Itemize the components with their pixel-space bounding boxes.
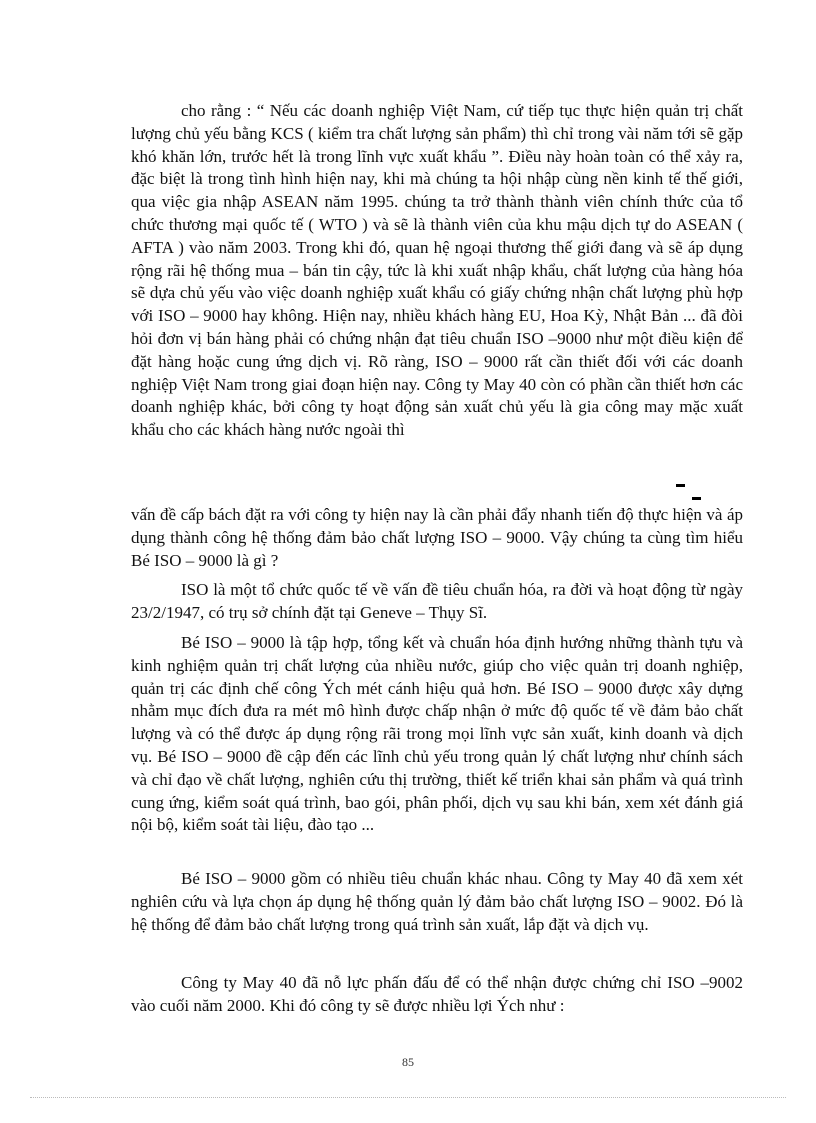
page-bottom-divider xyxy=(30,1097,786,1098)
paragraph-iso-organization: ISO là một tổ chức quốc tế về vấn đề tiêu chuẩn hóa, ra đời và hoạt động từ ngày 23/2/1947, có trụ sở chính đặt tại Geneve – Thụy Sĩ. xyxy=(131,580,743,622)
page-number: 85 xyxy=(402,1055,414,1069)
paragraph-iso-9002-selection: Bé ISO – 9000 gồm có nhiều tiêu chuẩn khác nhau. Công ty May 40 đã xem xét nghiên cứu và lựa chọn áp dụng hệ thống quản lý đảm bảo chất lượng ISO – 9002. Đó là hệ thống để đảm bảo chất lượng trong quá trình sản xuất, lắp đặt và dịch vụ. xyxy=(131,869,743,934)
paragraph-urgent-issue: vấn đề cấp bách đặt ra với công ty hiện nay là cần phải đẩy nhanh tiến độ thực hiện và áp dụng thành công hệ thống đảm bảo chất lượng ISO – 9000. Vậy chúng ta cùng tìm hiểu Bé ISO – 9000 là gì ? xyxy=(131,505,743,570)
paragraph-iso-necessity: cho rằng : “ Nếu các doanh nghiệp Việt Nam, cứ tiếp tục thực hiện quản trị chất lượng chủ yếu bằng KCS ( kiểm tra chất lượng sản phẩm) thì chỉ trong vài năm tới sẽ gặp khó khăn lớn, trước hết là trong lĩnh vực xuất khẩu ”. Điều này hoàn toàn có thể xảy ra, đặc biệt là trong tình hình hiện nay, khi mà chúng ta hội nhập cùng nền kinh tế thế giới, qua việc gia nhập ASEAN năm 1995. chúng ta trở thành thành viên chính thức của tổ chức thương mại quốc tế ( WTO ) và sẽ là thành viên của khu mậu dịch tự do ASEAN ( AFTA ) vào năm 2003. Trong khi đó, quan hệ ngoại thương thế giới đang và sẽ áp dụng rộng rãi hệ thống mua – bán tin cậy, tức là khi xuất nhập khẩu, chất lượng của hàng hóa sẽ dựa chủ yếu vào việc doanh nghiệp xuất khẩu có giấy chứng nhận chất lượng phù hợp với ISO – 9000 hay không. Hiện nay, nhiều khách hàng EU, Hoa Kỳ, Nhật Bản ... đã đòi hỏi đơn vị bán hàng phải có chứng nhận đạt tiêu chuẩn ISO –9000 như một điều kiện để đặt hàng hoặc cung ứng dịch vị. Rõ ràng, ISO – 9000 rất cần thiết đối với các doanh nghiệp Việt Nam trong giai đoạn hiện nay. Công ty May 40 còn có phần cần thiết hơn các doanh nghiệp khác, bởi công ty hoạt động sản xuất chủ yếu là gia công may mặc xuất khẩu cho các khách hàng nước ngoài thì xyxy=(131,101,743,440)
scan-artifact-mark xyxy=(692,497,701,500)
paragraph-iso-9000-definition: Bé ISO – 9000 là tập hợp, tổng kết và chuẩn hóa định hướng những thành tựu và kinh nghiệm quản trị chất lượng của nhiều nước, giúp cho việc quản trị doanh nghiệp, quản trị các định chế công Ých mét cánh hiệu quả hơn. Bé ISO – 9000 được xây dựng nhằm mục đích đưa ra mét mô hình được chấp nhận ở mức độ quốc tế về đảm bảo chất lượng và có thể được áp dụng rộng rãi trong mọi lĩnh vực sản xuất, kinh doanh và dịch vụ. Bé ISO – 9000 đề cập đến các lĩnh chủ yếu trong quản lý chất lượng như chính sách và chỉ đạo về chất lượng, nghiên cứu thị trường, thiết kế triển khai sản phẩm và quá trình cung ứng, kiểm soát quá trình, bao gói, phân phối, dịch vụ sau khi bán, xem xét đánh giá nội bộ, kiểm soát tài liệu, đào tạo ... xyxy=(131,633,743,835)
paragraph-certification-goal: Công ty May 40 đã nỗ lực phấn đấu để có thể nhận được chứng chỉ ISO –9002 vào cuối năm 2000. Khi đó công ty sẽ được nhiều lợi Ých như : xyxy=(131,973,743,1015)
scan-artifact-mark xyxy=(676,484,685,487)
